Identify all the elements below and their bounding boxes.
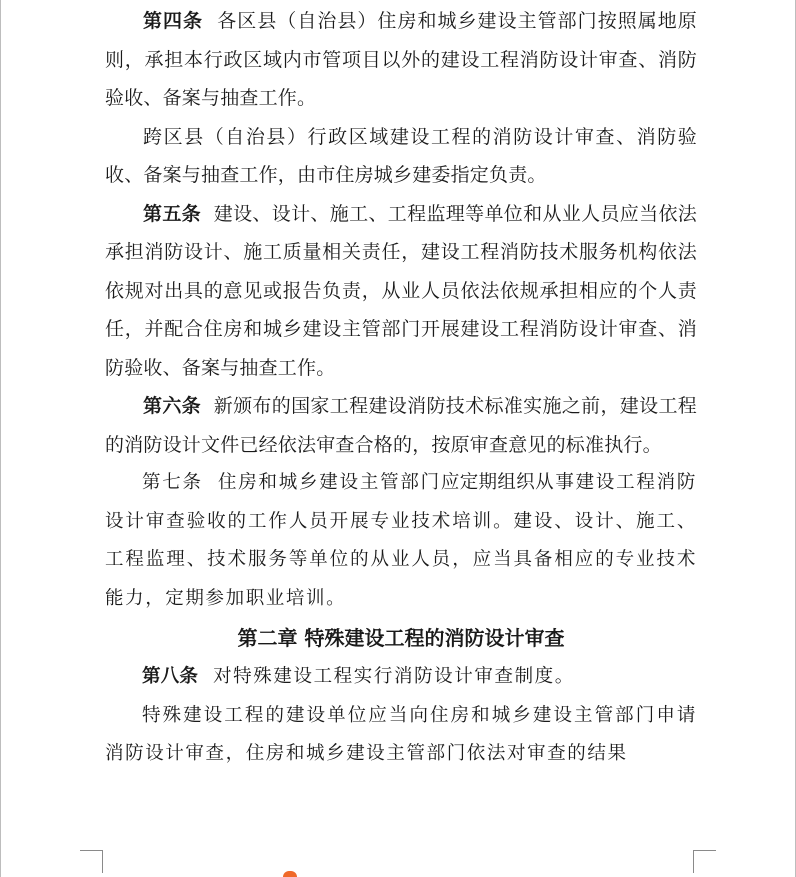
article-5-paragraph [105, 195, 697, 388]
page-left-edge [0, 0, 1, 877]
article-8-paragraph-2 [105, 697, 697, 774]
article-6-text: 新颁布的国家工程建设消防技术标准实施之前，建设工程的消防设计文件已经依法审查合格的，按原审查意见的标准执行。 [105, 395, 697, 456]
page-corner-mark-right [693, 850, 716, 873]
article-4-paragraph [105, 2, 697, 118]
article-8-paragraph [105, 658, 697, 697]
article-8-text: 对特殊建设工程实行消防设计审查制度。 [213, 666, 575, 687]
article-7-paragraph [105, 464, 697, 618]
chapter-2-heading: 第二章 特殊建设工程的消防设计审查 [237, 626, 565, 650]
article-7-text-2: 应定期组织 [440, 472, 536, 493]
article-5-text: 建设、设计、施工、工程监理等单位和从业人员应当依法承担消防设计、施工质量相关责任，建设工程消防技术服务机构依法依规对出具的意见或报告负责，从业人员依法依规承担相应的个人责任，并配合住房和城乡建设主管部门开展建设工程消防设计审查、消防验收、备案与抽查工作。 [105, 202, 697, 379]
article-7-label: 第七条 [142, 472, 203, 493]
article-5-label: 第五条 [143, 202, 202, 225]
page-corner-mark-left [80, 850, 103, 873]
article-6-label: 第六条 [143, 395, 202, 417]
article-7-text-3: 从事建设工程消防设计审查验收的工作人员开展专业技术培训。建设、设计、施工、工程监理、技术服务等单位的从业人员，应当具备相应的专业技术能力，定期参加职业培训。 [105, 472, 697, 609]
seal-stamp-edge [283, 871, 297, 877]
article-4-label: 第四条 [143, 10, 204, 32]
article-6-paragraph [105, 387, 697, 464]
article-7-text-1: 住房和城乡建设主管部门 [218, 472, 441, 493]
article-4-paragraph-2 [105, 118, 697, 195]
article-8-text-2: 特殊建设工程的建设单位应当向住房和城乡建设主管部门申请消防设计审查，住房和城乡建设主管部门依法对审查的结果 [105, 704, 697, 764]
article-4-text: 各区县（自治县）住房和城乡建设主管部门按照属地原则，承担本行政区域内市管项目以外的建设工程消防设计审查、消防验收、备案与抽查工作。 [105, 10, 697, 109]
article-4-text-2: 跨区县（自治县）行政区域建设工程的消防设计审查、消防验收、备案与抽查工作，由市住房城乡建委指定负责。 [105, 125, 697, 186]
article-8-label: 第八条 [142, 666, 199, 687]
document-body [105, 0, 697, 774]
